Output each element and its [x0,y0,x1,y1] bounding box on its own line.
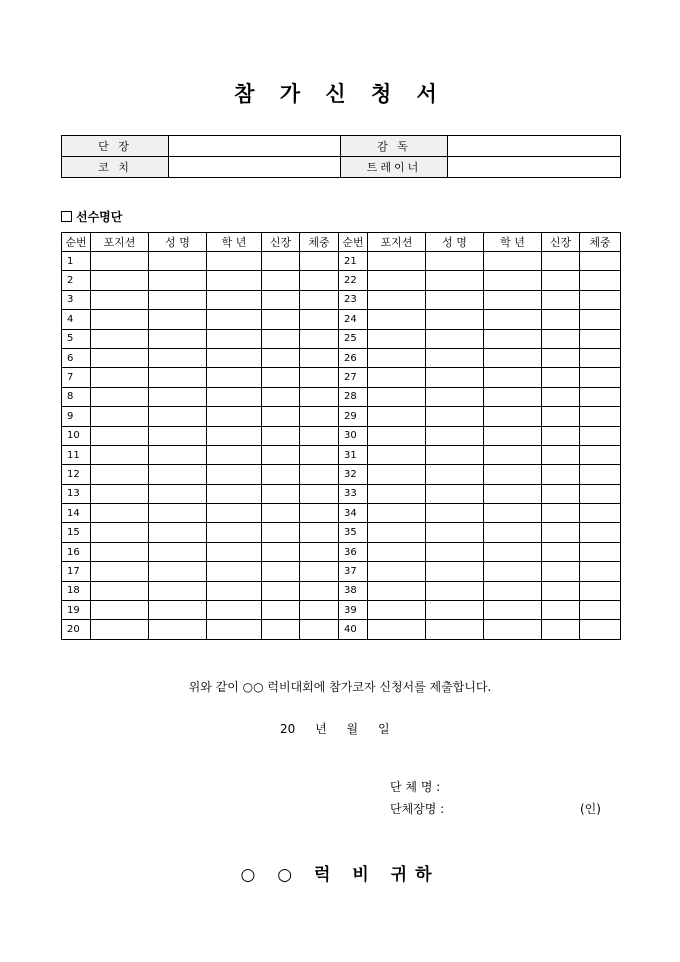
roster-entry-cell[interactable] [542,368,580,387]
player-number: 8 [62,387,91,406]
coach-field[interactable] [169,157,341,178]
roster-entry-cell[interactable] [262,484,300,503]
roster-entry-cell[interactable] [300,310,339,329]
roster-entry-cell[interactable] [262,290,300,309]
roster-entry-cell[interactable] [580,601,621,620]
section-heading [61,208,122,225]
table-row [62,329,621,348]
player-number: 31 [339,445,368,464]
roster-entry-cell[interactable] [149,271,207,290]
roster-entry-cell[interactable] [207,601,262,620]
year-label: 년 [315,722,327,736]
player-number: 34 [339,504,368,523]
roster-entry-cell[interactable] [426,581,484,600]
roster-entry-cell[interactable] [91,601,149,620]
roster-entry-cell[interactable] [262,329,300,348]
roster-entry-cell[interactable] [262,348,300,367]
roster-entry-cell[interactable] [207,348,262,367]
roster-entry-cell[interactable] [262,581,300,600]
coach-label: 코 치 [62,157,169,178]
roster-entry-cell[interactable] [426,271,484,290]
roster-entry-cell[interactable] [368,310,426,329]
roster-entry-cell[interactable] [484,387,542,406]
roster-entry-cell[interactable] [426,387,484,406]
roster-entry-cell[interactable] [580,387,621,406]
roster-entry-cell[interactable] [262,445,300,464]
roster-entry-cell[interactable] [207,581,262,600]
form-title: 참 가 신 청 서 [234,82,446,106]
roster-entry-cell[interactable] [484,426,542,445]
roster-header-row [62,233,621,252]
roster-entry-cell[interactable] [300,620,339,639]
player-number: 9 [62,407,91,426]
roster-entry-cell[interactable] [542,601,580,620]
roster-entry-cell[interactable] [207,542,262,561]
roster-entry-cell[interactable] [149,445,207,464]
player-number: 18 [62,581,91,600]
roster-entry-cell[interactable] [580,542,621,561]
officials-table [61,135,621,178]
roster-entry-cell[interactable] [368,329,426,348]
player-number: 3 [62,290,91,309]
roster-entry-cell[interactable] [300,445,339,464]
roster-entry-cell[interactable] [262,271,300,290]
player-number: 7 [62,368,91,387]
roster-header-cell: 포지션 [368,233,426,252]
roster-entry-cell[interactable] [300,426,339,445]
team-leader-field[interactable] [169,136,341,157]
player-number: 29 [339,407,368,426]
roster-entry-cell[interactable] [262,465,300,484]
roster-entry-cell[interactable] [300,271,339,290]
table-row [62,504,621,523]
team-leader-label: 단 장 [62,136,169,157]
director-field[interactable] [448,136,621,157]
roster-entry-cell[interactable] [91,484,149,503]
roster-header-cell: 성 명 [149,233,207,252]
roster-entry-cell[interactable] [207,484,262,503]
roster-entry-cell[interactable] [542,484,580,503]
roster-header-cell: 학 년 [484,233,542,252]
roster-entry-cell[interactable] [300,581,339,600]
roster-entry-cell[interactable] [580,426,621,445]
roster-entry-cell[interactable] [542,271,580,290]
roster-entry-cell[interactable] [426,252,484,271]
roster-entry-cell[interactable] [542,562,580,581]
player-number: 12 [62,465,91,484]
roster-entry-cell[interactable] [149,368,207,387]
roster-entry-cell[interactable] [149,504,207,523]
player-number: 19 [62,601,91,620]
roster-entry-cell[interactable] [368,445,426,464]
roster-entry-cell[interactable] [368,523,426,542]
roster-entry-cell[interactable] [484,504,542,523]
roster-entry-cell[interactable] [91,407,149,426]
roster-entry-cell[interactable] [300,542,339,561]
director-label: 감 독 [341,136,448,157]
roster-entry-cell[interactable] [207,620,262,639]
roster-entry-cell[interactable] [262,620,300,639]
roster-table [61,232,621,640]
roster-entry-cell[interactable] [207,504,262,523]
roster-entry-cell[interactable] [368,387,426,406]
roster-entry-cell[interactable] [262,426,300,445]
roster-entry-cell[interactable] [426,329,484,348]
roster-header-cell: 성 명 [426,233,484,252]
roster-entry-cell[interactable] [580,562,621,581]
player-number: 22 [339,271,368,290]
roster-entry-cell[interactable] [542,620,580,639]
roster-entry-cell[interactable] [207,329,262,348]
roster-entry-cell[interactable] [580,348,621,367]
roster-entry-cell[interactable] [426,620,484,639]
roster-entry-cell[interactable] [542,523,580,542]
roster-entry-cell[interactable] [426,484,484,503]
roster-entry-cell[interactable] [149,562,207,581]
roster-entry-cell[interactable] [300,465,339,484]
table-row [62,601,621,620]
player-number: 36 [339,542,368,561]
roster-entry-cell[interactable] [484,348,542,367]
roster-entry-cell[interactable] [542,407,580,426]
section-title: 선수명단 [76,210,123,224]
player-number: 11 [62,445,91,464]
roster-entry-cell[interactable] [542,252,580,271]
roster-entry-cell[interactable] [484,523,542,542]
roster-entry-cell[interactable] [426,601,484,620]
roster-entry-cell[interactable] [484,329,542,348]
seal-mark: (인) [580,802,601,816]
roster-entry-cell[interactable] [207,426,262,445]
roster-entry-cell[interactable] [300,252,339,271]
roster-entry-cell[interactable] [149,484,207,503]
recipient-line: ○ ○ 럭 비 귀하 [240,865,440,885]
roster-entry-cell[interactable] [542,329,580,348]
roster-entry-cell[interactable] [207,407,262,426]
roster-entry-cell[interactable] [91,465,149,484]
roster-entry-cell[interactable] [426,310,484,329]
player-number: 35 [339,523,368,542]
roster-entry-cell[interactable] [149,601,207,620]
roster-entry-cell[interactable] [484,290,542,309]
declaration-statement: 위와 같이 ○○ 럭비대회에 참가코자 신청서를 제출합니다. [188,680,492,694]
roster-entry-cell[interactable] [426,407,484,426]
roster-entry-cell[interactable] [262,523,300,542]
roster-entry-cell[interactable] [368,368,426,387]
roster-entry-cell[interactable] [426,426,484,445]
roster-entry-cell[interactable] [368,562,426,581]
roster-entry-cell[interactable] [426,562,484,581]
roster-entry-cell[interactable] [262,368,300,387]
year-prefix: 20 [280,722,296,736]
roster-entry-cell[interactable] [207,290,262,309]
roster-entry-cell[interactable] [300,407,339,426]
roster-entry-cell[interactable] [580,484,621,503]
roster-entry-cell[interactable] [484,271,542,290]
roster-header-cell: 학 년 [207,233,262,252]
roster-entry-cell[interactable] [542,290,580,309]
roster-entry-cell[interactable] [542,465,580,484]
table-row [62,445,621,464]
roster-entry-cell[interactable] [580,504,621,523]
roster-entry-cell[interactable] [91,426,149,445]
roster-entry-cell[interactable] [426,445,484,464]
roster-entry-cell[interactable] [426,465,484,484]
player-number: 23 [339,290,368,309]
roster-entry-cell[interactable] [149,407,207,426]
table-row [62,290,621,309]
roster-entry-cell[interactable] [542,504,580,523]
roster-entry-cell[interactable] [300,290,339,309]
table-row [62,523,621,542]
roster-entry-cell[interactable] [300,504,339,523]
roster-entry-cell[interactable] [300,562,339,581]
square-bullet-icon [61,211,72,222]
roster-entry-cell[interactable] [91,368,149,387]
roster-entry-cell[interactable] [207,445,262,464]
roster-entry-cell[interactable] [580,465,621,484]
roster-entry-cell[interactable] [542,542,580,561]
roster-header-cell: 순번 [339,233,368,252]
roster-entry-cell[interactable] [91,348,149,367]
roster-entry-cell[interactable] [368,484,426,503]
roster-entry-cell[interactable] [207,368,262,387]
roster-header-cell: 순번 [62,233,91,252]
roster-entry-cell[interactable] [262,601,300,620]
roster-entry-cell[interactable] [149,465,207,484]
player-number: 10 [62,426,91,445]
roster-header-cell: 체중 [300,233,339,252]
roster-entry-cell[interactable] [368,407,426,426]
roster-entry-cell[interactable] [149,329,207,348]
player-number: 26 [339,348,368,367]
roster-entry-cell[interactable] [149,387,207,406]
roster-entry-cell[interactable] [484,562,542,581]
roster-entry-cell[interactable] [484,542,542,561]
roster-entry-cell[interactable] [300,387,339,406]
roster-entry-cell[interactable] [149,426,207,445]
player-number: 13 [62,484,91,503]
player-number: 32 [339,465,368,484]
table-row [62,620,621,639]
roster-entry-cell[interactable] [580,523,621,542]
trainer-field[interactable] [448,157,621,178]
table-row [62,426,621,445]
roster-entry-cell[interactable] [207,562,262,581]
roster-entry-cell[interactable] [368,581,426,600]
roster-entry-cell[interactable] [300,329,339,348]
player-number: 39 [339,601,368,620]
roster-entry-cell[interactable] [542,445,580,464]
roster-entry-cell[interactable] [484,601,542,620]
trainer-label: 트레이너 [341,157,448,178]
roster-entry-cell[interactable] [300,368,339,387]
roster-entry-cell[interactable] [580,407,621,426]
roster-entry-cell[interactable] [580,368,621,387]
roster-entry-cell[interactable] [368,271,426,290]
roster-entry-cell[interactable] [426,504,484,523]
table-row [62,581,621,600]
roster-entry-cell[interactable] [207,271,262,290]
player-number: 27 [339,368,368,387]
roster-entry-cell[interactable] [542,310,580,329]
player-number: 28 [339,387,368,406]
player-number: 30 [339,426,368,445]
roster-entry-cell[interactable] [542,348,580,367]
roster-entry-cell[interactable] [149,542,207,561]
roster-entry-cell[interactable] [368,465,426,484]
table-row [62,542,621,561]
roster-entry-cell[interactable] [91,620,149,639]
roster-entry-cell[interactable] [426,290,484,309]
table-row [62,407,621,426]
table-row [62,465,621,484]
player-number: 24 [339,310,368,329]
month-label: 월 [346,722,359,736]
player-number: 14 [62,504,91,523]
table-row [62,252,621,271]
roster-entry-cell[interactable] [91,562,149,581]
roster-entry-cell[interactable] [262,407,300,426]
roster-entry-cell[interactable] [207,523,262,542]
player-number: 38 [339,581,368,600]
roster-entry-cell[interactable] [149,290,207,309]
player-number: 37 [339,562,368,581]
table-row [62,271,621,290]
roster-entry-cell[interactable] [300,601,339,620]
roster-entry-cell[interactable] [149,310,207,329]
roster-entry-cell[interactable] [368,348,426,367]
roster-entry-cell[interactable] [207,310,262,329]
roster-entry-cell[interactable] [262,562,300,581]
roster-entry-cell[interactable] [262,504,300,523]
roster-entry-cell[interactable] [580,290,621,309]
date-line [280,720,406,737]
roster-entry-cell[interactable] [262,252,300,271]
roster-entry-cell[interactable] [368,620,426,639]
roster-entry-cell[interactable] [580,445,621,464]
roster-entry-cell[interactable] [91,504,149,523]
roster-entry-cell[interactable] [149,252,207,271]
roster-entry-cell[interactable] [484,368,542,387]
roster-entry-cell[interactable] [580,252,621,271]
roster-entry-cell[interactable] [484,620,542,639]
table-row [62,562,621,581]
roster-entry-cell[interactable] [149,348,207,367]
roster-entry-cell[interactable] [426,523,484,542]
roster-entry-cell[interactable] [300,348,339,367]
day-label: 일 [377,722,390,736]
roster-entry-cell[interactable] [368,252,426,271]
roster-entry-cell[interactable] [262,542,300,561]
roster-entry-cell[interactable] [368,542,426,561]
roster-entry-cell[interactable] [91,290,149,309]
table-row [62,484,621,503]
org-name-label: 단 체 명 : [390,780,441,794]
table-row [62,368,621,387]
roster-entry-cell[interactable] [542,387,580,406]
player-number: 2 [62,271,91,290]
roster-entry-cell[interactable] [91,310,149,329]
roster-entry-cell[interactable] [426,348,484,367]
roster-entry-cell[interactable] [262,387,300,406]
roster-header-cell: 신장 [262,233,300,252]
roster-entry-cell[interactable] [91,523,149,542]
roster-entry-cell[interactable] [91,271,149,290]
roster-entry-cell[interactable] [149,523,207,542]
table-row [62,387,621,406]
table-row [62,310,621,329]
org-head-label: 단체장명 : [390,802,445,816]
roster-entry-cell[interactable] [484,484,542,503]
roster-entry-cell[interactable] [580,271,621,290]
player-number: 40 [339,620,368,639]
roster-entry-cell[interactable] [484,310,542,329]
roster-entry-cell[interactable] [580,329,621,348]
roster-entry-cell[interactable] [91,581,149,600]
roster-entry-cell[interactable] [484,407,542,426]
roster-entry-cell[interactable] [91,329,149,348]
roster-entry-cell[interactable] [149,620,207,639]
roster-entry-cell[interactable] [368,504,426,523]
player-number: 4 [62,310,91,329]
roster-entry-cell[interactable] [426,368,484,387]
player-number: 15 [62,523,91,542]
roster-header-cell: 신장 [542,233,580,252]
roster-entry-cell[interactable] [580,310,621,329]
roster-entry-cell[interactable] [91,542,149,561]
roster-entry-cell[interactable] [207,252,262,271]
roster-entry-cell[interactable] [484,581,542,600]
roster-entry-cell[interactable] [542,581,580,600]
player-number: 16 [62,542,91,561]
roster-entry-cell[interactable] [91,387,149,406]
roster-entry-cell[interactable] [300,484,339,503]
player-number: 21 [339,252,368,271]
player-number: 33 [339,484,368,503]
roster-header-cell: 포지션 [91,233,149,252]
roster-entry-cell[interactable] [368,290,426,309]
roster-entry-cell[interactable] [484,252,542,271]
player-number: 5 [62,329,91,348]
roster-entry-cell[interactable] [207,465,262,484]
roster-entry-cell[interactable] [262,310,300,329]
roster-entry-cell[interactable] [580,620,621,639]
player-number: 25 [339,329,368,348]
roster-entry-cell[interactable] [91,252,149,271]
roster-entry-cell[interactable] [542,426,580,445]
roster-entry-cell[interactable] [207,387,262,406]
roster-entry-cell[interactable] [149,581,207,600]
player-number: 20 [62,620,91,639]
roster-entry-cell[interactable] [300,523,339,542]
roster-entry-cell[interactable] [91,445,149,464]
roster-entry-cell[interactable] [484,445,542,464]
player-number: 1 [62,252,91,271]
roster-entry-cell[interactable] [426,542,484,561]
table-row [62,348,621,367]
roster-entry-cell[interactable] [368,601,426,620]
roster-entry-cell[interactable] [580,581,621,600]
roster-entry-cell[interactable] [368,426,426,445]
roster-entry-cell[interactable] [484,465,542,484]
player-number: 17 [62,562,91,581]
player-number: 6 [62,348,91,367]
roster-header-cell: 체중 [580,233,621,252]
